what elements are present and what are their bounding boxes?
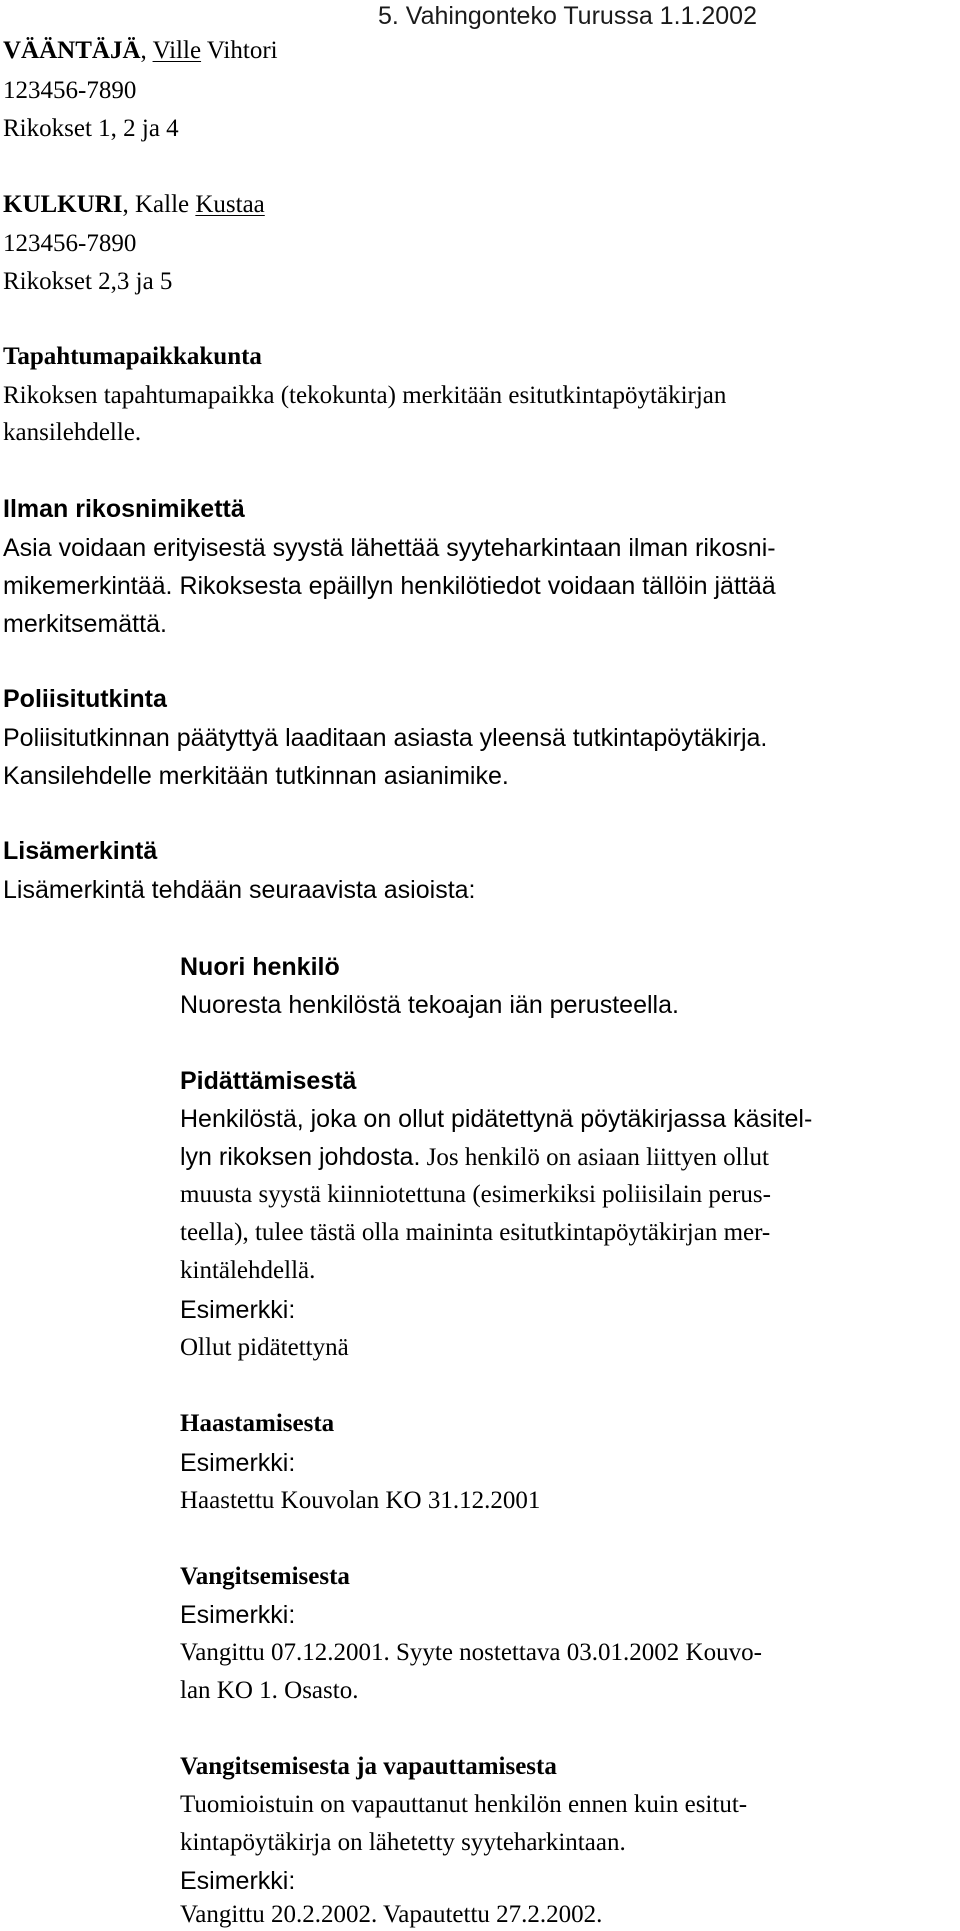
- suspect-1-surname: VÄÄNTÄJÄ: [3, 37, 141, 64]
- suspect-2-surname: KULKURI: [3, 191, 123, 218]
- suspect-1-first-name: Ville: [152, 37, 202, 64]
- imprisonment-line-2: lan KO 1. Osasto.: [180, 1677, 359, 1704]
- arrest-example-label: Esimerkki:: [180, 1296, 296, 1324]
- suspect-2-crimes: Rikokset 2,3 ja 5: [3, 268, 173, 295]
- release-example: Vangittu 20.2.2002. Vapautettu 27.2.2002.: [180, 1901, 603, 1928]
- section-heading-police-investigation: Poliisitutkinta: [3, 685, 167, 713]
- arrest-line-3: muusta syystä kiinniotettuna (esimerkiksi poliisilain perus-: [180, 1181, 771, 1208]
- police-investigation-line-1: Poliisitutkinnan päätyttyä laaditaan asiasta yleensä tutkintapöytäkirja.: [3, 724, 768, 752]
- subsection-heading-young-person: Nuori henkilö: [180, 953, 340, 981]
- suspect-2-id: 123456-7890: [3, 230, 137, 257]
- release-line-2: kintapöytäkirja on lähetetty syyteharkintaan.: [180, 1829, 626, 1856]
- arrest-example: Ollut pidätettynä: [180, 1334, 349, 1361]
- arrest-line-2-part-a: lyn rikoksen johdosta.: [180, 1143, 421, 1171]
- suspect-2-name: KULKURI, Kalle Kustaa: [3, 191, 265, 218]
- case-header: 5. Vahingonteko Turussa 1.1.2002: [378, 2, 757, 30]
- police-investigation-line-2: Kansilehdelle merkitään tutkinnan asianimike.: [3, 762, 509, 790]
- imprisonment-example-label: Esimerkki:: [180, 1601, 296, 1629]
- release-example-label: Esimerkki:: [180, 1867, 296, 1895]
- arrest-line-5: kintälehdellä.: [180, 1257, 316, 1284]
- subsection-heading-imprisonment: Vangitsemisesta: [180, 1563, 350, 1590]
- no-crime-title-line-3: merkitsemättä.: [3, 610, 167, 638]
- additional-entry-line-1: Lisämerkintä tehdään seuraavista asioista:: [3, 876, 476, 904]
- summons-example: Haastettu Kouvolan KO 31.12.2001: [180, 1487, 541, 1514]
- section-heading-additional-entry: Lisämerkintä: [3, 837, 158, 865]
- arrest-line-2-part-b: Jos henkilö on asiaan liittyen ollut: [420, 1144, 769, 1171]
- section-heading-location: Tapahtumapaikkakunta: [3, 343, 262, 370]
- summons-example-label: Esimerkki:: [180, 1449, 296, 1477]
- release-line-1: Tuomioistuin on vapauttanut henkilön ennen kuin esitut-: [180, 1791, 748, 1818]
- subsection-heading-summons: Haastamisesta: [180, 1410, 335, 1437]
- no-crime-title-line-1: Asia voidaan erityisestä syystä lähettää syyteharkintaan ilman rikosni-: [3, 534, 776, 562]
- suspect-1-id: 123456-7890: [3, 77, 137, 104]
- location-text-line-1: Rikoksen tapahtumapaikka (tekokunta) merkitään esitutkintapöytäkirjan: [3, 382, 727, 409]
- suspect-1-crimes: Rikokset 1, 2 ja 4: [3, 115, 179, 142]
- young-person-line-1: Nuoresta henkilöstä tekoajan iän perusteella.: [180, 991, 679, 1019]
- no-crime-title-line-2: mikemerkintää. Rikoksesta epäillyn henkilötiedot voidaan tällöin jättää: [3, 572, 776, 600]
- subsection-heading-arrest: Pidättämisestä: [180, 1067, 357, 1095]
- suspect-1-name: VÄÄNTÄJÄ, Ville Vihtori: [3, 37, 278, 64]
- arrest-line-1: Henkilöstä, joka on ollut pidätettynä pöytäkirjassa käsitel-: [180, 1105, 813, 1133]
- location-text-line-2: kansilehdelle.: [3, 419, 142, 446]
- suspect-2-first-name: Kalle: [134, 191, 190, 218]
- subsection-heading-release: Vangitsemisesta ja vapauttamisesta: [180, 1753, 557, 1780]
- section-heading-no-crime-title: Ilman rikosnimikettä: [3, 495, 245, 523]
- arrest-line-4: teella), tulee tästä olla maininta esitutkintapöytäkirjan mer-: [180, 1219, 771, 1246]
- suspect-1-middle-name: Vihtori: [206, 37, 278, 64]
- imprisonment-line-1: Vangittu 07.12.2001. Syyte nostettava 03.01.2002 Kouvo-: [180, 1639, 762, 1666]
- suspect-2-middle-name: Kustaa: [195, 191, 265, 218]
- arrest-line-2: [180, 1142, 769, 1173]
